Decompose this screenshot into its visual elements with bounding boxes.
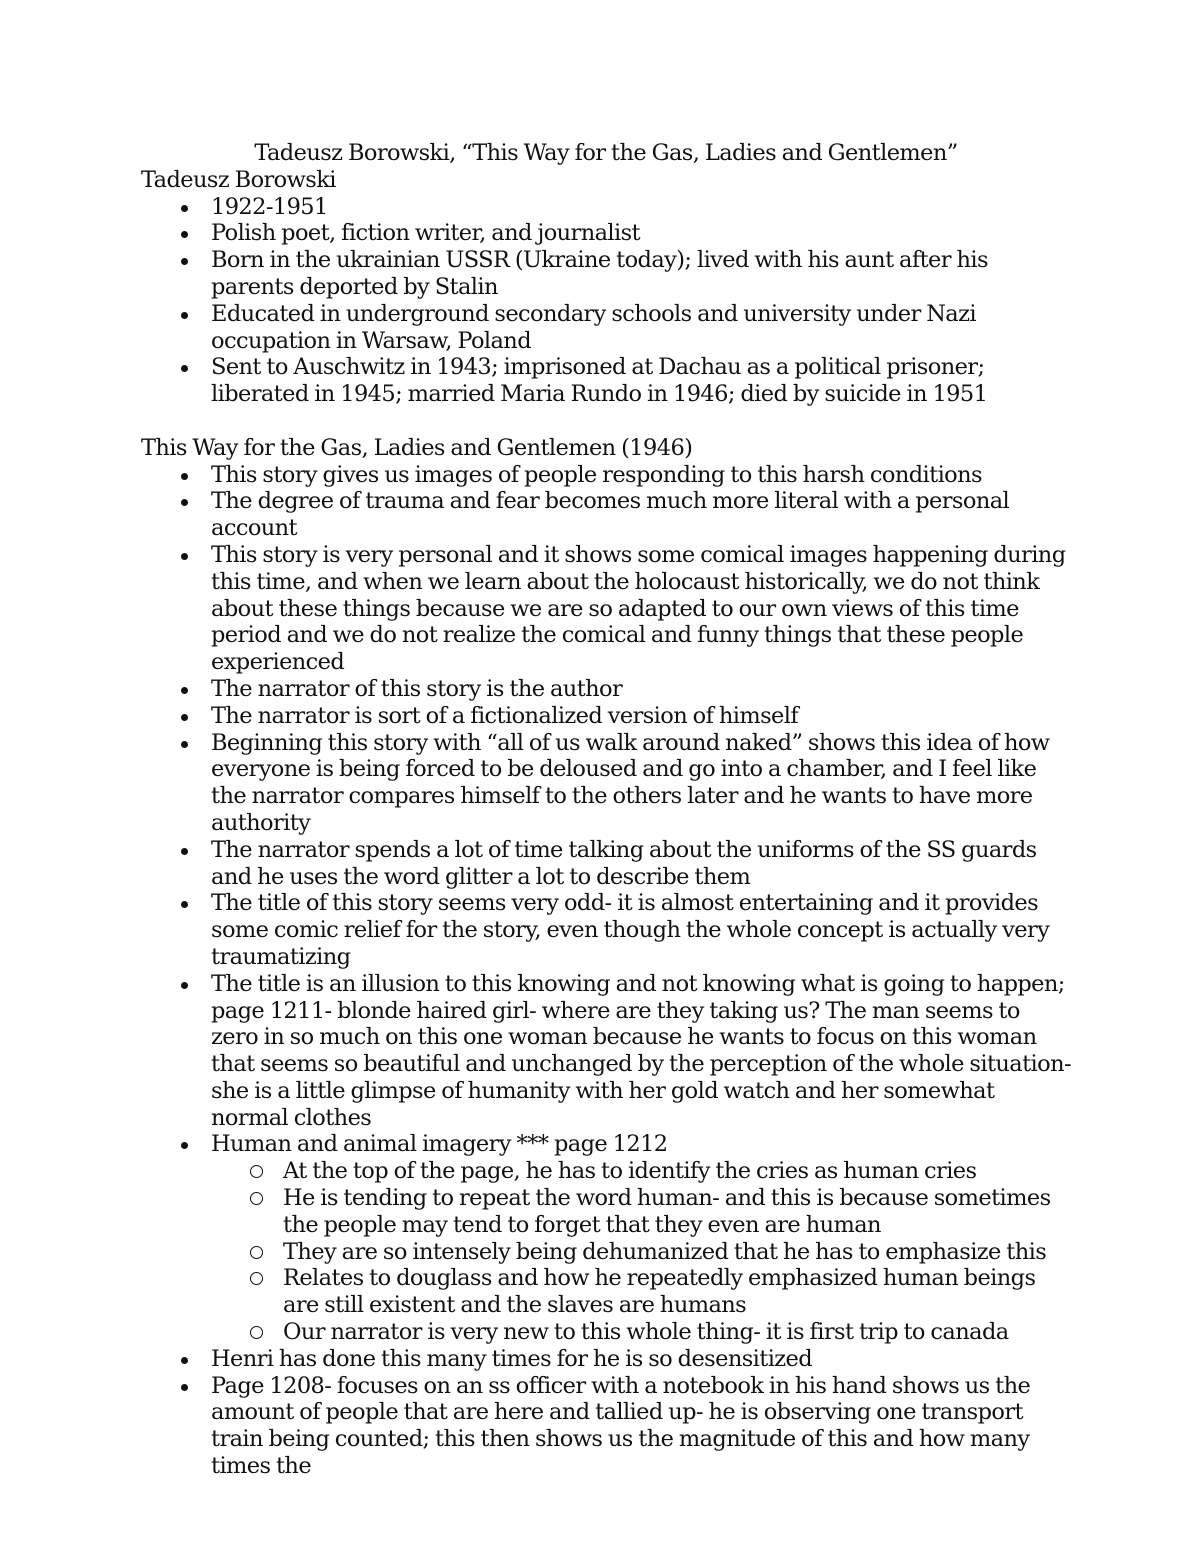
list-item-text: The narrator of this story is the author bbox=[211, 675, 623, 702]
list-item bbox=[211, 247, 1071, 301]
sub-list-item-text: Our narrator is very new to this whole thing- it is first trip to canada bbox=[283, 1319, 1009, 1346]
sub-list-item bbox=[283, 1158, 1071, 1185]
paragraph-gap bbox=[141, 408, 1071, 435]
hollow-circle-icon bbox=[250, 1165, 263, 1178]
list-item-text: Educated in underground secondary schools and university under Nazi occupation in Warsaw, Poland bbox=[211, 300, 976, 354]
list-item-text: The title is an illusion to this knowing and not knowing what is going to happen; page 1211- blonde haired girl- where are they taking us? The man seems to zero in so much on this one woman because he wants to focus on this woman that seems so beautiful and unchanged by the perception of the whole situation- she is a little glimpse of humanity with her gold watch and her somewhat normal clothes bbox=[211, 970, 1071, 1131]
section-heading-author: Tadeusz Borowski bbox=[141, 166, 336, 193]
list-item bbox=[211, 354, 1071, 408]
imagery-sub-list bbox=[211, 1158, 1071, 1346]
bullet-icon bbox=[181, 901, 188, 908]
list-item-text: This story is very personal and it shows some comical images happening during this time, and when we learn about the holocaust historically, we do not think about these things because we are so adapted to our own views of this time period and we do not realize the comical and funny things that these people experienced bbox=[211, 541, 1066, 676]
list-item bbox=[211, 971, 1071, 1132]
hollow-circle-icon bbox=[250, 1192, 263, 1205]
sub-list-item bbox=[283, 1239, 1071, 1266]
bullet-icon bbox=[181, 714, 188, 721]
hollow-circle-icon bbox=[250, 1326, 263, 1339]
list-item bbox=[211, 730, 1071, 837]
list-item-text: Born in the ukrainian USSR (Ukraine today); lived with his aunt after his parents deported by Stalin bbox=[211, 247, 988, 300]
document-title: Tadeusz Borowski, “This Way for the Gas, Ladies and Gentlemen” bbox=[254, 140, 958, 166]
list-item-text: The degree of trauma and fear becomes much more literal with a personal account bbox=[211, 488, 1010, 542]
sub-list-item-text: He is tending to repeat the word human- and this is because sometimes the people may tend to forget that they even are human bbox=[283, 1185, 1051, 1238]
sub-list-item bbox=[283, 1265, 1071, 1319]
bullet-icon bbox=[181, 1384, 188, 1391]
list-item bbox=[211, 703, 1071, 730]
bullet-icon bbox=[181, 499, 188, 506]
list-item bbox=[211, 194, 1071, 221]
list-item-text: Sent to Auschwitz in 1943; imprisoned at Dachau as a political prisoner; liberated in 1945; married Maria Rundo in 1946; died by suicide in 1951 bbox=[211, 354, 988, 408]
list-item bbox=[211, 1131, 1071, 1345]
list-item bbox=[211, 1346, 1071, 1373]
list-item bbox=[211, 837, 1071, 891]
bullet-icon bbox=[181, 1142, 188, 1149]
list-item bbox=[211, 890, 1071, 970]
list-item-text: This story gives us images of people responding to this harsh conditions bbox=[211, 461, 982, 488]
sub-list-item bbox=[283, 1319, 1071, 1346]
bullet-icon bbox=[181, 205, 188, 212]
bullet-icon bbox=[181, 848, 188, 855]
bullet-icon bbox=[181, 231, 188, 238]
bullet-icon bbox=[181, 687, 188, 694]
hollow-circle-icon bbox=[250, 1246, 263, 1259]
sub-list-item-text: Relates to douglass and how he repeatedly emphasized human beings are still existent and the slaves are humans bbox=[283, 1265, 1036, 1319]
list-item-text: Page 1208- focuses on an ss officer with a notebook in his hand shows us the amount of people that are here and tallied up- he is observing one transport train being counted; this then shows us the magnitude of this and how many times the bbox=[211, 1372, 1031, 1480]
sub-list-item bbox=[283, 1185, 1071, 1239]
section-heading-story: This Way for the Gas, Ladies and Gentlemen (1946) bbox=[141, 434, 693, 461]
document-page bbox=[141, 140, 1071, 1480]
bullet-icon bbox=[181, 553, 188, 560]
list-item-text: The narrator is sort of a fictionalized version of himself bbox=[211, 702, 799, 729]
hollow-circle-icon bbox=[250, 1272, 263, 1285]
bullet-icon bbox=[181, 741, 188, 748]
list-item bbox=[211, 676, 1071, 703]
bullet-icon bbox=[181, 473, 188, 480]
list-item-text: The title of this story seems very odd- it is almost entertaining and it provides some comic relief for the story, even though the whole concept is actually very traumatizing bbox=[211, 890, 1050, 970]
list-item-text: The narrator spends a lot of time talking about the uniforms of the SS guards and he uses the word glitter a lot to describe them bbox=[211, 836, 1037, 890]
bullet-icon bbox=[181, 312, 188, 319]
list-item bbox=[211, 220, 1071, 247]
list-item bbox=[211, 1373, 1071, 1480]
list-item-text: Human and animal imagery *** page 1212 bbox=[211, 1131, 668, 1158]
list-item bbox=[211, 542, 1071, 676]
list-item bbox=[211, 462, 1071, 489]
author-bullet-list bbox=[141, 194, 1071, 408]
list-item-text: Polish poet, fiction writer, and journalist bbox=[211, 220, 640, 247]
list-item-text: Beginning this story with “all of us walk around naked” shows this idea of how everyone is being forced to be deloused and go into a chamber, and I feel like the narrator compares himself to the others later and he wants to have more authority bbox=[211, 729, 1050, 836]
list-item bbox=[211, 488, 1071, 542]
bullet-icon bbox=[181, 982, 188, 989]
story-bullet-list bbox=[141, 462, 1071, 1480]
list-item-text: Henri has done this many times for he is so desensitized bbox=[211, 1345, 813, 1372]
list-item-text: 1922-1951 bbox=[211, 193, 328, 220]
bullet-icon bbox=[181, 1357, 188, 1364]
bullet-icon bbox=[181, 258, 188, 265]
bullet-icon bbox=[181, 365, 188, 372]
list-item bbox=[211, 301, 1071, 355]
sub-list-item-text: They are so intensely being dehumanized that he has to emphasize this bbox=[283, 1238, 1047, 1265]
sub-list-item-text: At the top of the page, he has to identify the cries as human cries bbox=[283, 1158, 977, 1185]
